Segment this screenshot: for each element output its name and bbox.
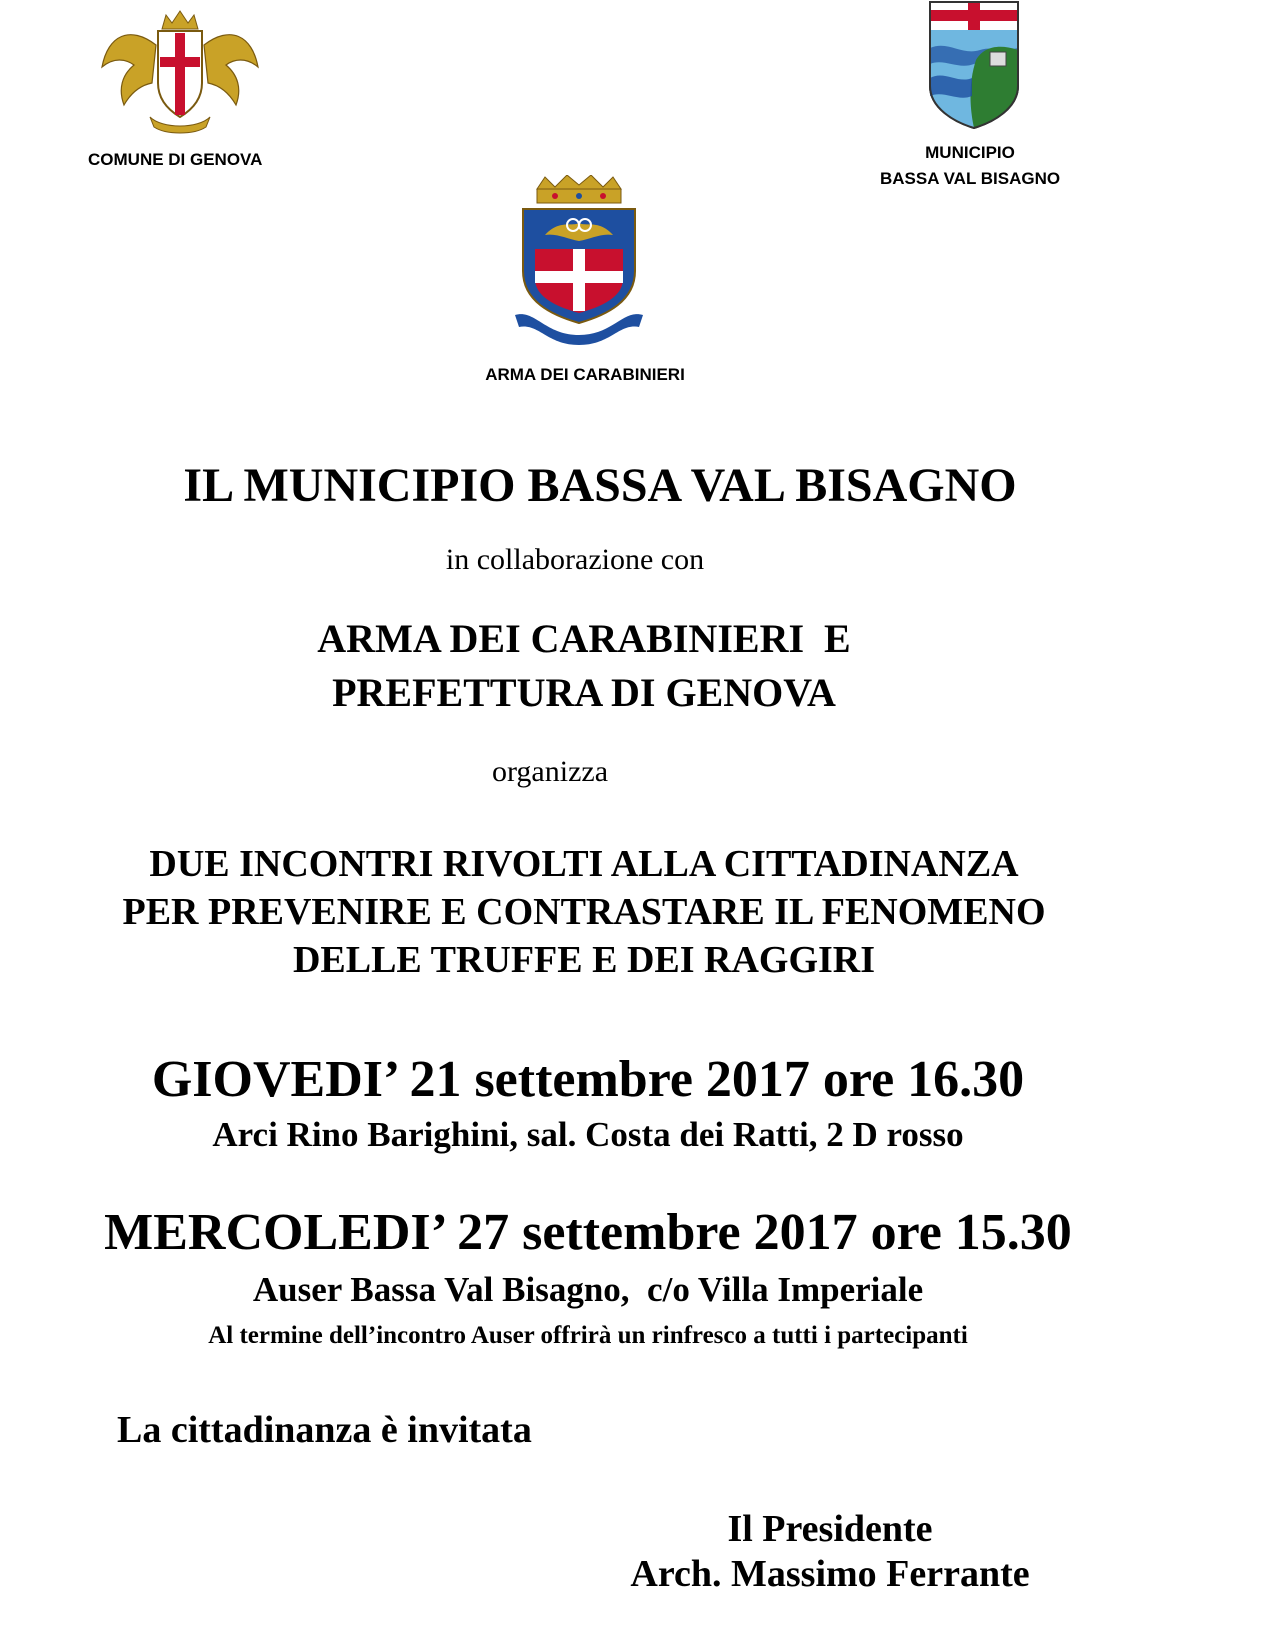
municipio-label bbox=[880, 140, 1060, 192]
invitation-text: La cittadinanza è invitata bbox=[117, 1409, 532, 1451]
subject-line-3: DELLE TRUFFE E DEI RAGGIRI bbox=[292, 939, 876, 981]
partners-block bbox=[0, 612, 1168, 720]
signature-title: Il Presidente bbox=[727, 1508, 933, 1550]
signature-name: Arch. Massimo Ferrante bbox=[630, 1553, 1030, 1595]
subject-block bbox=[0, 840, 1168, 984]
municipio-shield-icon bbox=[928, 0, 1020, 130]
partner-line-2: PREFETTURA DI GENOVA bbox=[332, 670, 836, 715]
genova-coat-of-arms-icon bbox=[100, 5, 260, 137]
subject-line-1: DUE INCONTRI RIVOLTI ALLA CITTADINANZA bbox=[149, 843, 1019, 885]
municipio-label-line1: MUNICIPIO bbox=[925, 143, 1015, 162]
municipio-label-line2: BASSA VAL BISAGNO bbox=[880, 169, 1061, 188]
event-2-date: MERCOLEDI’ 27 settembre 2017 ore 15.30 bbox=[104, 1204, 1072, 1261]
carabinieri-label: ARMA DEI CARABINIERI bbox=[485, 365, 685, 384]
event-1-date: GIOVEDI’ 21 settembre 2017 ore 16.30 bbox=[151, 1051, 1025, 1108]
main-title: IL MUNICIPIO BASSA VAL BISAGNO bbox=[183, 459, 1017, 512]
carabinieri-crest-icon bbox=[515, 175, 643, 347]
subject-line-2: PER PREVENIRE E CONTRASTARE IL FENOMENO bbox=[122, 891, 1046, 933]
partner-line-1: ARMA DEI CARABINIERI E bbox=[317, 616, 851, 661]
collaboration-text: in collaborazione con bbox=[445, 543, 705, 576]
organizes-text: organizza bbox=[491, 755, 609, 788]
comune-label: COMUNE DI GENOVA bbox=[88, 150, 263, 169]
event-1-place: Arci Rino Barighini, sal. Costa dei Ratti, 2 D rosso bbox=[212, 1115, 964, 1154]
event-2-note: Al termine dell’incontro Auser offrirà un rinfresco a tutti i partecipanti bbox=[208, 1322, 968, 1349]
event-2-place: Auser Bassa Val Bisagno, c/o Villa Imperiale bbox=[252, 1270, 924, 1309]
